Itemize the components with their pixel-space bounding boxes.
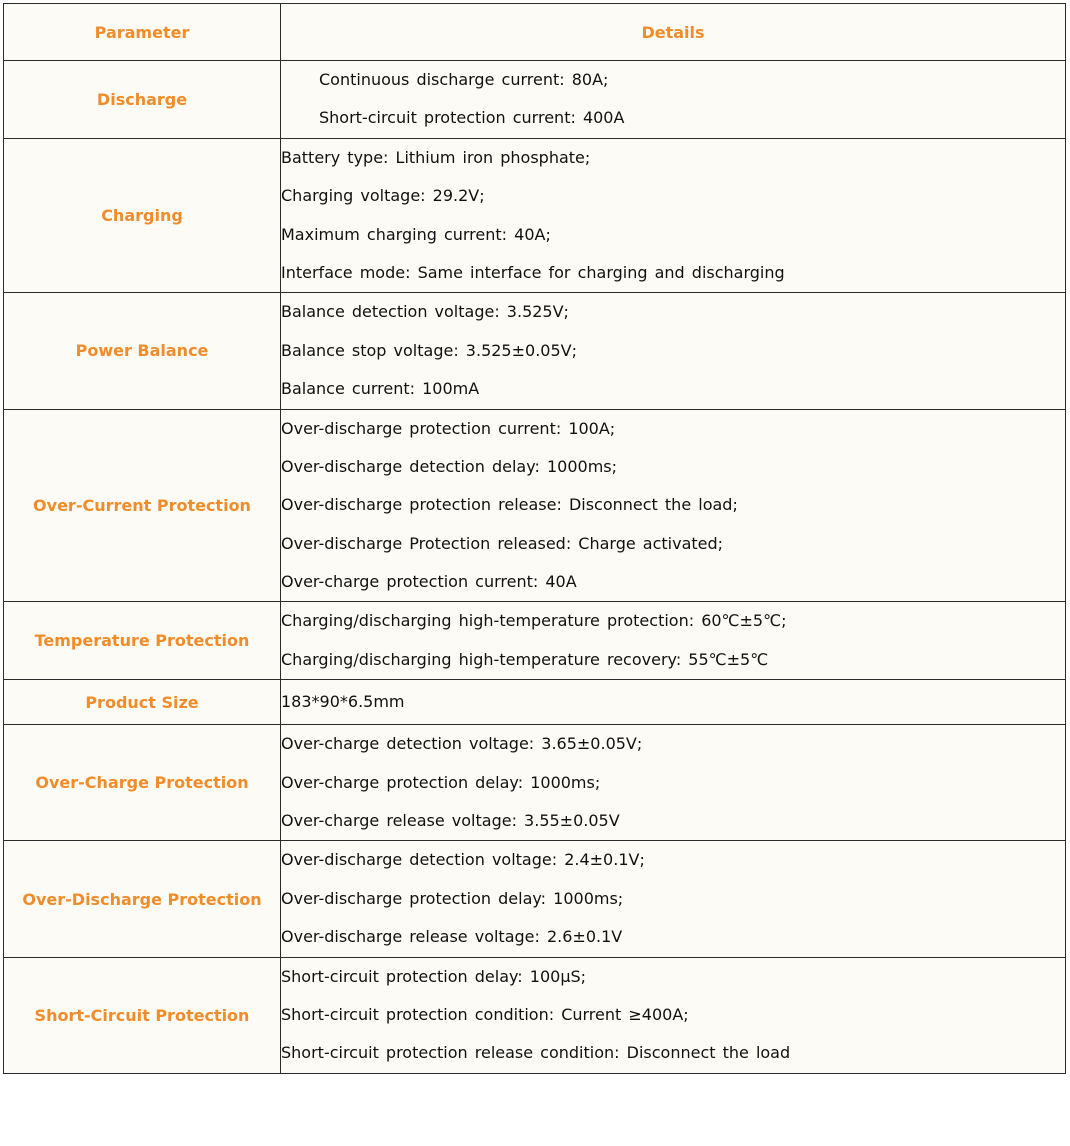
detail-line: Over-discharge protection release: Disconnect the load; [281,495,738,515]
detail-line: Balance current: 100mA [281,379,480,399]
param-cell: Discharge [4,61,281,139]
detail-line: Short-circuit protection release condition: Disconnect the load [281,1043,791,1063]
param-cell: Power Balance [4,293,281,409]
detail-line: Interface mode: Same interface for charging and discharging [281,262,785,282]
table-row-over-discharge [4,841,1066,957]
param-cell: Short-Circuit Protection [4,957,281,1073]
detail-line: Charging voltage: 29.2V; [281,186,485,206]
table-row-over-charge [4,725,1066,841]
details-cell [281,725,1066,841]
table-row-temperature [4,602,1066,680]
detail-line: Balance detection voltage: 3.525V; [281,302,569,322]
detail-line: Battery type: Lithium iron phosphate; [281,147,591,167]
detail-line: Over-charge protection delay: 1000ms; [281,772,601,792]
detail-line: Over-discharge protection current: 100A; [281,418,616,438]
details-cell [281,138,1066,293]
table-row-short-circuit [4,957,1066,1073]
param-cell: Over-Discharge Protection [4,841,281,957]
detail-line: Over-discharge protection delay: 1000ms; [281,888,624,908]
detail-line: Over-discharge Protection released: Charge activated; [281,533,724,553]
detail-line: Short-circuit protection current: 400A [319,108,625,128]
param-cell: Over-Current Protection [4,409,281,602]
detail-line: Short-circuit protection delay: 100μS; [281,966,587,986]
detail-line: Maximum charging current: 40A; [281,224,551,244]
table-row-discharge [4,61,1066,139]
header-details: Details [281,4,1066,61]
param-cell: Charging [4,138,281,293]
details-cell [281,957,1066,1073]
param-cell: Over-Charge Protection [4,725,281,841]
details-cell [281,409,1066,602]
detail-line: Over-discharge release voltage: 2.6±0.1V [281,927,623,947]
detail-line: Charging/discharging high-temperature recovery: 55℃±5℃ [281,649,769,669]
detail-line: Over-charge detection voltage: 3.65±0.05V; [281,734,643,754]
header-parameter: Parameter [4,4,281,61]
detail-line: Over-charge protection current: 40A [281,572,577,592]
detail-line: Continuous discharge current: 80A; [319,70,609,89]
detail-line: 183*90*6.5mm [281,692,405,712]
spec-table [3,3,1066,1074]
table-row-product-size [4,680,1066,725]
table-row-power-balance [4,293,1066,409]
param-cell: Temperature Protection [4,602,281,680]
detail-line: Charging/discharging high-temperature protection: 60℃±5℃; [281,611,787,631]
details-cell [281,602,1066,680]
details-cell [281,61,1066,139]
detail-line: Over-discharge detection delay: 1000ms; [281,456,618,476]
param-cell: Product Size [4,680,281,725]
detail-line: Over-charge release voltage: 3.55±0.05V [281,811,620,831]
detail-line: Short-circuit protection condition: Current ≥400A; [281,1004,689,1024]
details-cell [281,680,1066,725]
table-header-row [4,4,1066,61]
detail-line: Over-discharge detection voltage: 2.4±0.1V; [281,850,645,870]
detail-line: Balance stop voltage: 3.525±0.05V; [281,340,577,360]
table-row-over-current [4,409,1066,602]
details-cell [281,293,1066,409]
table-row-charging [4,138,1066,293]
details-cell [281,841,1066,957]
